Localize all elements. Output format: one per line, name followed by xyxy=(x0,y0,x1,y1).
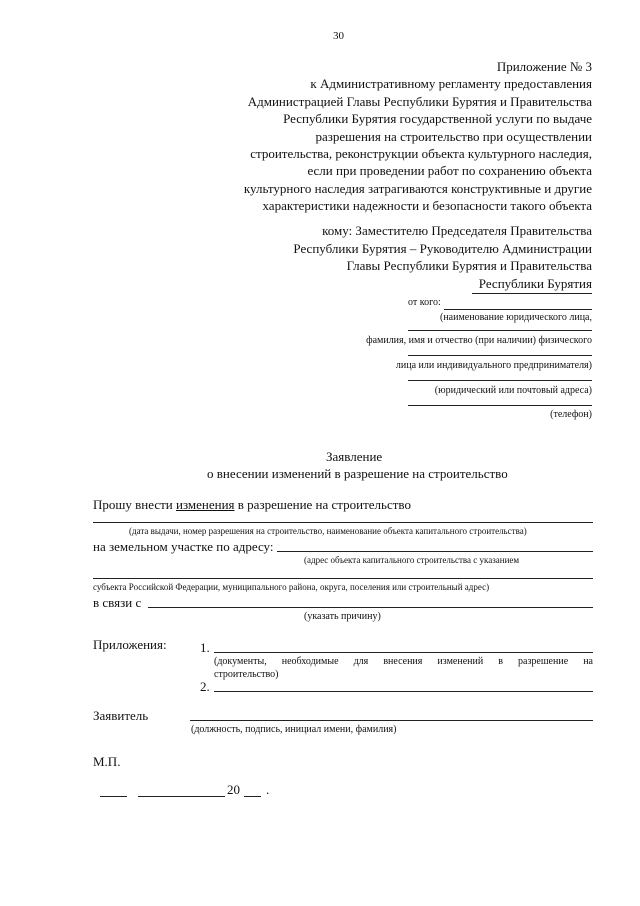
date-year-prefix: 20 xyxy=(227,782,240,797)
attachment-2-number: 2. xyxy=(200,679,210,694)
addressee-line: Главы Республики Бурятия и Правительства xyxy=(346,258,592,273)
applicant-hint: (должность, подпись, инициал имени, фамилия) xyxy=(191,724,397,735)
sender-line-5 xyxy=(408,405,592,406)
sender-hint-3: лица или индивидуального предпринимателя) xyxy=(395,360,592,371)
appendix-line: строительства, реконструкции объекта культурного наследия, xyxy=(250,146,592,162)
hint-word: разрешение xyxy=(518,656,569,667)
attachment-1-number: 1. xyxy=(200,640,210,655)
sender-line-2 xyxy=(408,330,592,331)
sender-line-1 xyxy=(444,309,592,310)
reason-hint: (указать причину) xyxy=(304,611,381,622)
addressee-line: кому: Заместителю Председателя Правительства xyxy=(322,223,592,238)
appendix-line: к Административному регламенту предоставления xyxy=(310,76,592,92)
land-line xyxy=(277,551,593,552)
document-title: Заявление xyxy=(326,449,383,464)
date-month-line xyxy=(138,796,225,797)
hint-word: для xyxy=(353,656,369,667)
document-subtitle: о внесении изменений в разрешение на строительство xyxy=(207,466,508,481)
hint-word: изменений xyxy=(437,656,484,667)
attachment-1-hint xyxy=(214,656,593,667)
request-underlined: изменения xyxy=(176,497,235,512)
date-year-line xyxy=(244,796,261,797)
addressee-line: Республики Бурятия – Руководителю Администрации xyxy=(293,240,592,256)
sender-line-3 xyxy=(408,355,592,356)
appendix-line: если при проведении работ по сохранению объекта xyxy=(307,163,592,179)
addressee-line: Республики Бурятия xyxy=(478,275,592,291)
request-suffix: в разрешение на строительство xyxy=(237,497,411,512)
attachments-label: Приложения: xyxy=(93,637,167,652)
hint-word: на xyxy=(583,656,593,667)
applicant-line xyxy=(190,720,593,721)
address-hint: (адрес объекта капитального строительства с указанием xyxy=(304,555,520,565)
sender-hint-1: (наименование юридического лица, xyxy=(439,312,592,323)
addressee-block xyxy=(293,222,592,292)
date-day-line xyxy=(100,796,127,797)
sender-hint-2: фамилия, имя и отчество (при наличии) физического xyxy=(366,335,592,346)
appendix-line: Республики Бурятия государственной услуги по выдаче xyxy=(283,111,592,127)
reason-line xyxy=(148,607,593,608)
attachment-1-hint-line2: строительство) xyxy=(214,669,279,680)
hint-word: (документы, xyxy=(214,656,267,667)
applicant-label: Заявитель xyxy=(93,708,149,723)
appendix-line: разрешения на строительство при осуществлении xyxy=(315,128,592,144)
sender-hint-4: (юридический или почтовый адреса) xyxy=(434,385,592,396)
seal-mark: М.П. xyxy=(93,754,121,769)
date-end: . xyxy=(266,782,270,797)
attachment-2-line xyxy=(214,691,593,692)
permit-line xyxy=(93,522,593,523)
sender-line-4 xyxy=(408,380,592,381)
address-line-2 xyxy=(93,578,593,579)
from-label: от кого: xyxy=(408,297,441,308)
sender-hint-5: (телефон) xyxy=(550,409,592,420)
request-text xyxy=(93,497,411,513)
page-number: 30 xyxy=(333,30,344,42)
hint-word: необходимые xyxy=(281,656,339,667)
hint-word: внесения xyxy=(383,656,423,667)
reason-label: в связи с xyxy=(93,595,142,610)
hint-word: в xyxy=(498,656,503,667)
land-label: на земельном участке по адресу: xyxy=(93,539,274,554)
appendix-line: характеристики надежности и безопасности такого объекта xyxy=(262,198,592,214)
appendix-line: Приложение № 3 xyxy=(496,59,592,74)
sender-line-top xyxy=(472,293,592,294)
subject-hint: субъекта Российской Федерации, муниципального района, округа, поселения или строительный адрес) xyxy=(93,582,490,592)
request-prefix: Прошу внести xyxy=(93,497,173,512)
appendix-block xyxy=(244,58,592,215)
appendix-line: культурного наследия затрагиваются конструктивные и другие xyxy=(243,180,592,196)
permit-hint: (дата выдачи, номер разрешения на строительство, наименование объекта капитального строительства) xyxy=(129,526,527,536)
appendix-line: Администрацией Главы Республики Бурятия и Правительства xyxy=(247,93,592,109)
attachment-1-line xyxy=(214,652,593,653)
